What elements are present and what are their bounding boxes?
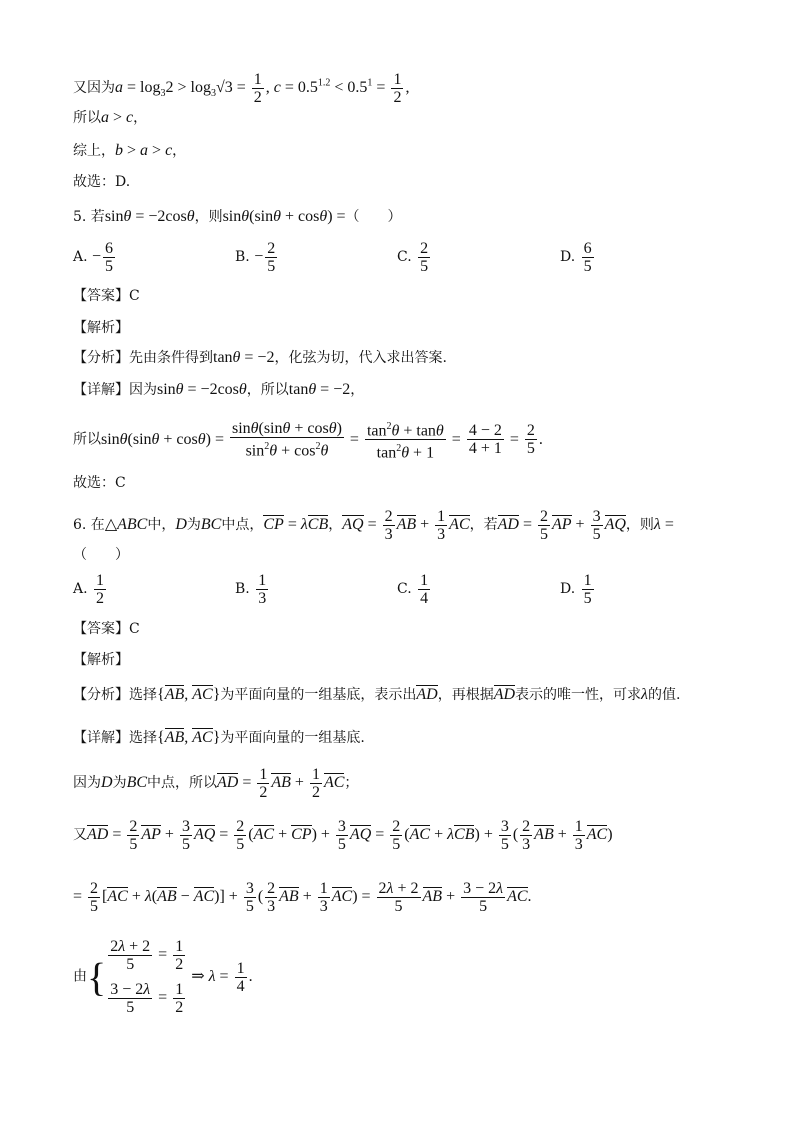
q6-expansion-2: = $\frac{2}{5}$ [AC + λ(AB − AC)] + $\frac{3}{5}$ ( $\frac{2}{3}$ AB + $\frac{1}{3}$ AC) = $\frac{2\lambda + 2}{5}$ AB + $\frac{3 - 2\lambda}{5}$ AC. xyxy=(73,880,532,915)
q5-derivation: 所以sinθ(sinθ + cosθ) = $\frac{\sin\theta(\sin\theta + \cos\theta)}{\sin^2\theta + \cos^2\theta}$ = $\frac{\tan^2\theta + \tan\theta}{\tan^2\theta + 1}$ = $\frac{4 - 2}{4 + 1}$ = $\frac{2}{5}$ . xyxy=(73,418,543,462)
q6-expansion-1: 又AD = $\frac{2}{5}$ AP + $\frac{3}{5}$ AQ = $\frac{2}{5}$ (AC + CP) + $\frac{3}{5}$ AQ = $\frac{2}{5}$ (AC + λCB) + $\frac{3}{5}$ ( $\frac{2}{3}$ AB + $\frac{1}{3}$ AC) xyxy=(73,818,613,853)
q6-answer: 【答案】C xyxy=(73,621,140,637)
q6-option-d: D. $\frac{1}{5}$ xyxy=(560,572,592,607)
question-5: 5. 若sinθ = −2cosθ，则sinθ(sinθ + cosθ) =（ ） xyxy=(73,208,402,225)
line-choice-d: 故选：D. xyxy=(73,174,131,190)
q5-xiangjie: 【详解】因为sinθ = −2cosθ，所以tanθ = −2， xyxy=(73,381,365,398)
q6-option-b: B. $\frac{1}{3}$ xyxy=(235,572,267,607)
q5-jiexi: 【解析】 xyxy=(73,320,129,336)
line-summary: 综上，b > a > c， xyxy=(73,142,187,159)
q6-system: 由{ $\frac{2\lambda + 2}{5}$ = $\frac{1}{2}$ $\frac{3 - 2\lambda}{5}$ = $\frac{1}{2}$ ⇒ λ = $\frac{1}{4}$ . xyxy=(73,938,253,1016)
q6-midpoint: 因为D为BC中点，所以AD = $\frac{1}{2}$ AB + $\frac{1}{2}$ AC； xyxy=(73,766,359,801)
q5-option-b: B. − $\frac{2}{5}$ xyxy=(235,240,276,275)
question-6: 6. 在△ABC中，D为BC中点，CP = λCB，AQ = $\frac{2}{3}$ AB + $\frac{1}{3}$ AC，若AD = $\frac{2}{5}$ AP + $\frac{3}{5}$ AQ，则λ = xyxy=(73,508,674,543)
math-expr: $a = \log_32 > \log_3√3$ = $\frac{1}{2}$ , $c = 0.5^{1.2} < 0.5^1$ = $\frac{1}{2}$ , xyxy=(115,71,410,106)
line-a-gt-c: 所以a > c， xyxy=(73,109,148,126)
q5-option-c: C. $\frac{2}{5}$ xyxy=(397,240,429,275)
q6-fenxi: 【分析】选择{AB, AC}为平面向量的一组基底，表示出AD，再根据AD表示的唯一性，可求λ的值. xyxy=(73,686,681,703)
q5-option-d: D. $\frac{6}{5}$ xyxy=(560,240,592,275)
q6-paren: （ ） xyxy=(73,547,129,563)
q6-jiexi: 【解析】 xyxy=(73,652,129,668)
line-conclusion-a: 又因为$a = \log_32 > \log_3√3$ = $\frac{1}{2}$ , $c = 0.5^{1.2} < 0.5^1$ = $\frac{1}{2}$ , xyxy=(73,71,410,106)
q5-fenxi: 【分析】先由条件得到tanθ = −2，化弦为切，代入求出答案. xyxy=(73,349,447,366)
q5-option-a: A. − $\frac{6}{5}$ xyxy=(73,240,114,275)
q6-option-c: C. $\frac{1}{4}$ xyxy=(397,572,429,607)
q5-choice: 故选：C xyxy=(73,475,126,491)
q6-xiangjie: 【详解】选择{AB, AC}为平面向量的一组基底. xyxy=(73,729,365,746)
q6-option-a: A. $\frac{1}{2}$ xyxy=(73,572,105,607)
q5-answer: 【答案】C xyxy=(73,288,140,304)
